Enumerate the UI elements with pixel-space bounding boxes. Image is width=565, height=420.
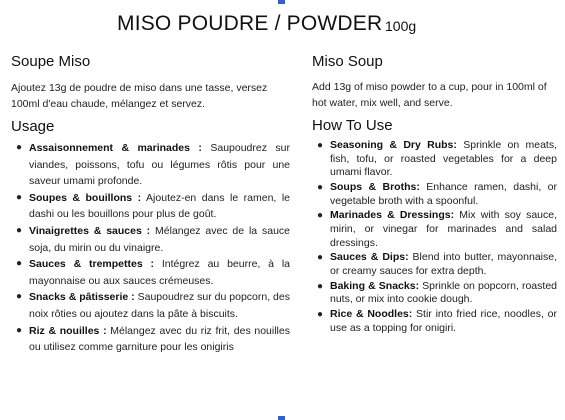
french-usage-item (11, 256, 290, 289)
bullet-icon: ● (16, 191, 23, 203)
french-column (11, 53, 290, 356)
usage-term: Sauces & trempettes : (29, 258, 154, 271)
usage-text: Intégrez au beurre, à la mayonnaise ou aux sauces crémeuses. (29, 258, 290, 287)
title-row (0, 12, 565, 42)
usage-term: Soups & Broths: (330, 180, 420, 193)
product-weight: 100g (385, 18, 417, 34)
french-usage-item (11, 190, 290, 223)
usage-term: Rice & Noodles: (330, 308, 413, 321)
usage-text: Mélangez avec du riz frit, des nouilles ou utilisez comme garniture pour les onigiris (29, 324, 290, 354)
bullet-icon: ● (317, 309, 324, 321)
bullet-icon: ● (16, 324, 23, 336)
english-usage-item (312, 139, 557, 180)
french-usage-item (11, 289, 290, 322)
bullet-icon: ● (317, 210, 324, 222)
usage-text: Sprinkle on meats, fish, tofu, or roasted vegetables for a deep umami flavor. (330, 139, 557, 179)
top-edge-marker (278, 0, 285, 4)
bullet-icon: ● (317, 252, 324, 264)
usage-term: Assaisonnement & marinades : (29, 142, 202, 154)
usage-text: Stir into fried rice, noodles, or use as a topping for onigiri. (330, 308, 557, 334)
usage-text: Blend into butter, mayonnaise, or creamy sauces for extra depth. (330, 251, 557, 277)
usage-text: Mix with soy sauce, mirin, or vinegar for marinades and salad dressings. (330, 209, 558, 249)
usage-term: Soupes & bouillons : (29, 191, 142, 204)
bullet-icon: ● (317, 280, 324, 292)
bottom-edge-marker (278, 416, 285, 420)
usage-term: Sauces & Dips: (330, 251, 409, 264)
bullet-icon: ● (16, 224, 23, 236)
english-usage-item (312, 251, 557, 278)
bullet-icon: ● (16, 291, 23, 303)
english-usage-item (312, 181, 557, 208)
usage-text: Sprinkle on popcorn, roasted nuts, or mix into cookie dough. (330, 279, 557, 306)
english-soup-instructions: Add 13g of miso powder to a cup, pour in 100ml of hot water, mix well, and serve. (312, 81, 547, 109)
english-column (312, 53, 557, 336)
usage-term: Marinades & Dressings: (330, 209, 455, 222)
usage-term: Riz & nouilles : (29, 324, 107, 337)
english-usage-item (312, 308, 557, 335)
english-usage-item (312, 280, 557, 307)
usage-text: Saupoudrez sur viandes, poissons, tofu ou légumes rôtis pour une saveur umami profonde. (29, 142, 290, 188)
product-title: MISO POUDRE / POWDER (117, 12, 383, 35)
usage-term: Baking & Snacks: (330, 279, 420, 292)
bullet-icon: ● (317, 181, 324, 193)
french-soup-heading: Soupe Miso (11, 53, 91, 70)
english-usage-list (312, 139, 557, 335)
english-usage-heading: How To Use (312, 117, 393, 134)
french-usage-heading: Usage (11, 118, 55, 135)
french-usage-item (11, 223, 290, 256)
usage-text: Enhance ramen, dashi, or vegetable broth with a spoonful. (330, 180, 557, 207)
usage-term: Vinaigrettes & sauces : (29, 224, 151, 237)
french-usage-item (11, 140, 290, 190)
bullet-icon: ● (317, 140, 324, 151)
english-soup-heading: Miso Soup (312, 53, 383, 70)
usage-term: Snacks & pâtisserie : (29, 291, 135, 304)
french-usage-item (11, 323, 290, 356)
usage-text: Mélangez avec de la sauce soja, du mirin ou du vinaigre. (29, 224, 291, 254)
bullet-icon: ● (16, 142, 23, 153)
usage-term: Seasoning & Dry Rubs: (330, 139, 457, 151)
french-soup-instructions: Ajoutez 13g de poudre de miso dans une tasse, versez 100ml d'eau chaude, mélangez et servez. (11, 82, 268, 110)
bullet-icon: ● (16, 258, 23, 270)
usage-text: Saupoudrez sur du popcorn, des noix rôties ou ajoutez dans la pâte à biscuits. (29, 291, 290, 320)
english-usage-item (312, 209, 557, 250)
usage-text: Ajoutez-en dans le ramen, le dashi ou les bouillons pour plus de goût. (29, 191, 290, 221)
french-usage-list (11, 140, 290, 356)
